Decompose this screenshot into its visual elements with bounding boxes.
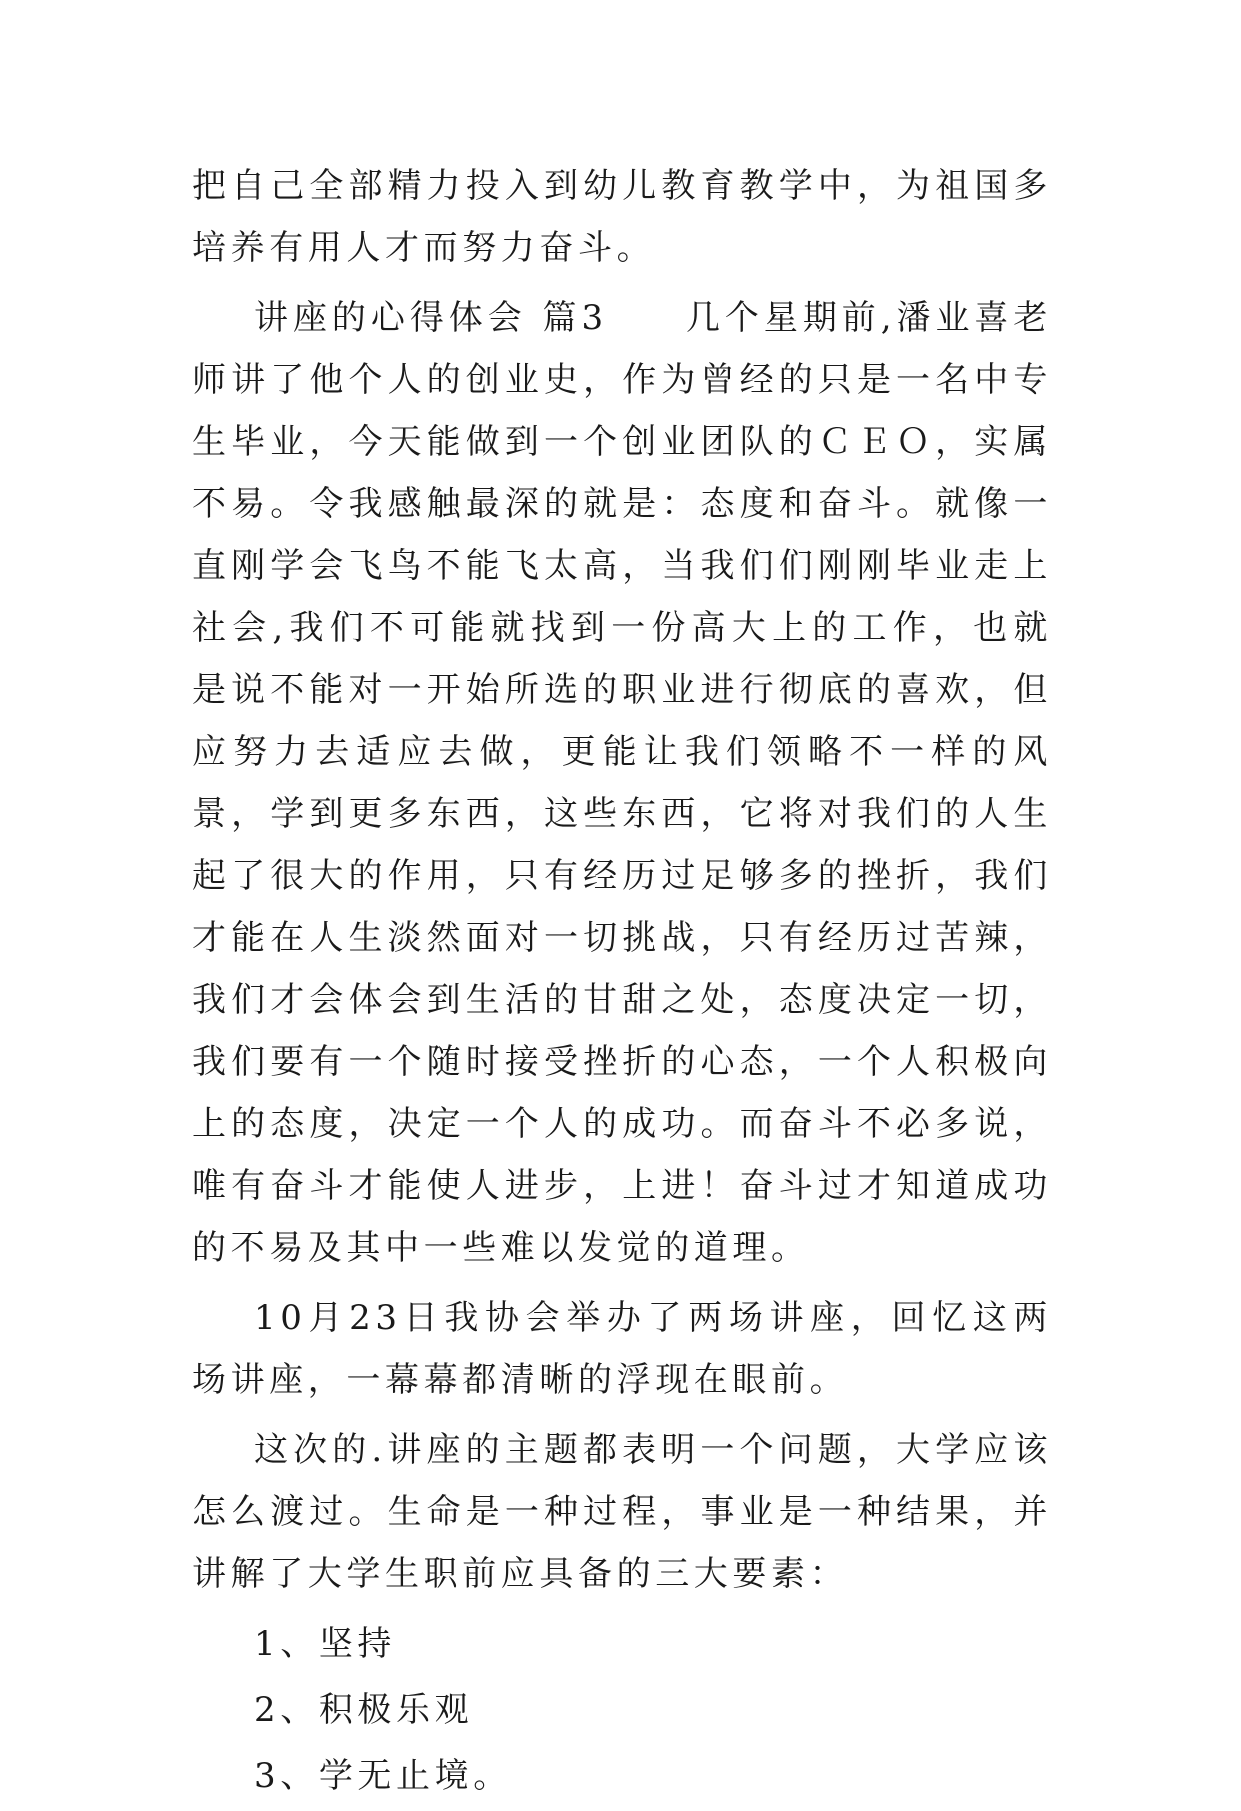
- list-item-optimism: 2、积极乐观: [254, 1690, 474, 1730]
- list-item-endless-learning: 3、学无止境。: [254, 1756, 512, 1796]
- paragraph-lecture-theme: 这次的.讲座的主题都表明一个问题，大学应该怎么渡过。生命是一种过程，事业是一种结果，并讲解了大学生职前应具备的三大要素：: [192, 1430, 1052, 1594]
- list-item-persistence: 1、坚持: [254, 1624, 397, 1664]
- paragraph-lecture-reflection-3: 讲座的心得体会 篇3 几个星期前,潘业喜老师讲了他个人的创业史，作为曾经的只是一名中专生毕业，今天能做到一个创业团队的ＣＥＯ，实属不易。令我感触最深的就是：态度和奋斗。就像一直刚学会飞鸟不能飞太高，当我们们刚刚毕业走上社会,我们不可能就找到一份高大上的工作，也就是说不能对一开始所选的职业进行彻底的喜欢，但应努力去适应去做，更能让我们领略不一样的风景，学到更多东西，这些东西，它将对我们的人生起了很大的作用，只有经历过足够多的挫折，我们才能在人生淡然面对一切挑战，只有经历过苦辣，我们才会体会到生活的甘甜之处，态度决定一切，我们要有一个随时接受挫折的心态，一个人积极向上的态度，决定一个人的成功。而奋斗不必多说，唯有奋斗才能使人进步，上进！奋斗过才知道成功的不易及其中一些难以发觉的道理。: [192, 298, 1052, 1268]
- document-body: [192, 155, 1052, 1811]
- paragraph-lecture-date: 10月23日我协会举办了两场讲座，回忆这两场讲座，一幕幕都清晰的浮现在眼前。: [192, 1298, 1052, 1400]
- paragraph-continuation: 把自己全部精力投入到幼儿教育教学中，为祖国多培养有用人才而努力奋斗。: [192, 166, 1052, 268]
